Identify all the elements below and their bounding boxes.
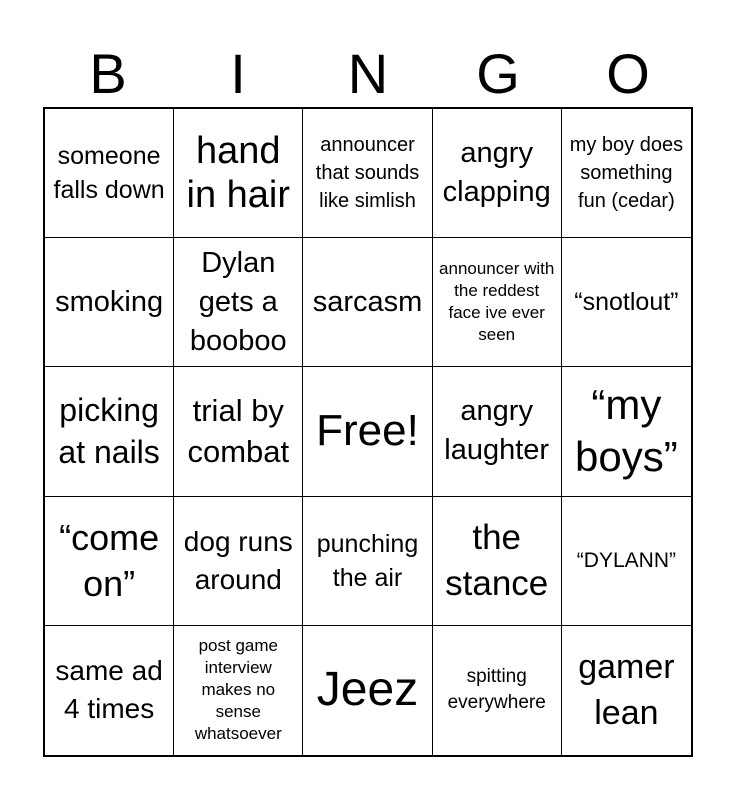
- cell-text: punching the air: [316, 529, 419, 592]
- header-letter-o: O: [606, 42, 650, 105]
- bingo-cell-r4c2[interactable]: [174, 497, 303, 626]
- bingo-cell-r4c3[interactable]: [303, 497, 432, 626]
- bingo-cell-r5c1[interactable]: [45, 626, 174, 755]
- cell-text: “my boys”: [575, 381, 678, 481]
- cell-text: Free!: [316, 406, 419, 456]
- cell-text: my boy does something fun (cedar): [569, 134, 684, 213]
- header-letter-n: N: [347, 42, 389, 105]
- bingo-cell-r2c4[interactable]: [433, 238, 562, 367]
- cell-text: “DYLANN”: [576, 548, 676, 572]
- bingo-cell-r3c4[interactable]: [433, 367, 562, 496]
- bingo-cell-r4c4[interactable]: [433, 497, 562, 626]
- cell-text: picking at nails: [58, 392, 160, 471]
- bingo-cell-r1c3[interactable]: [303, 109, 432, 238]
- bingo-cell-r1c1[interactable]: [45, 109, 174, 238]
- cell-text: angry laughter: [444, 395, 550, 467]
- bingo-cell-r1c5[interactable]: [562, 109, 691, 238]
- bingo-cell-r4c1[interactable]: [45, 497, 174, 626]
- cell-text: hand in hair: [186, 130, 291, 217]
- bingo-board: [43, 107, 693, 757]
- bingo-cell-r2c2[interactable]: [174, 238, 303, 367]
- bingo-cell-r4c5[interactable]: [562, 497, 691, 626]
- bingo-cell-r2c3[interactable]: [303, 238, 432, 367]
- cell-text: gamer lean: [578, 648, 675, 733]
- cell-text: someone falls down: [53, 142, 165, 205]
- cell-text: sarcasm: [312, 285, 423, 318]
- cell-text: “come on”: [59, 516, 160, 604]
- bingo-cell-r2c5[interactable]: [562, 238, 691, 367]
- cell-text: trial by combat: [187, 393, 290, 470]
- cell-text: dog runs around: [183, 525, 293, 595]
- cell-text: the stance: [445, 517, 549, 603]
- bingo-cell-r3c1[interactable]: [45, 367, 174, 496]
- bingo-cell-r2c1[interactable]: [45, 238, 174, 367]
- cell-text: post game interview makes no sense whatsoever: [194, 636, 282, 744]
- header-letter-i: I: [230, 42, 246, 105]
- bingo-cell-r1c4[interactable]: [433, 109, 562, 238]
- header-letter-b: B: [89, 42, 127, 105]
- bingo-cell-r3c2[interactable]: [174, 367, 303, 496]
- cell-text: Jeez: [316, 663, 419, 717]
- bingo-cell-r5c2[interactable]: [174, 626, 303, 755]
- bingo-cell-free[interactable]: [303, 367, 432, 496]
- bingo-cell-r3c5[interactable]: [562, 367, 691, 496]
- cell-text: announcer with the reddest face ive ever seen: [439, 259, 555, 345]
- cell-text: spitting everywhere: [447, 666, 546, 714]
- cell-text: angry clapping: [442, 137, 551, 209]
- bingo-cell-r5c5[interactable]: [562, 626, 691, 755]
- cell-text: “snotlout”: [574, 288, 679, 317]
- bingo-cell-r1c2[interactable]: [174, 109, 303, 238]
- cell-text: same ad 4 times: [55, 655, 163, 725]
- cell-text: smoking: [55, 285, 164, 318]
- bingo-cell-r5c3[interactable]: [303, 626, 432, 755]
- cell-text: Dylan gets a booboo: [189, 246, 287, 357]
- cell-text: announcer that sounds like simlish: [315, 134, 420, 213]
- bingo-cell-r5c4[interactable]: [433, 626, 562, 755]
- header-letter-g: G: [476, 42, 520, 105]
- bingo-header: [43, 40, 693, 108]
